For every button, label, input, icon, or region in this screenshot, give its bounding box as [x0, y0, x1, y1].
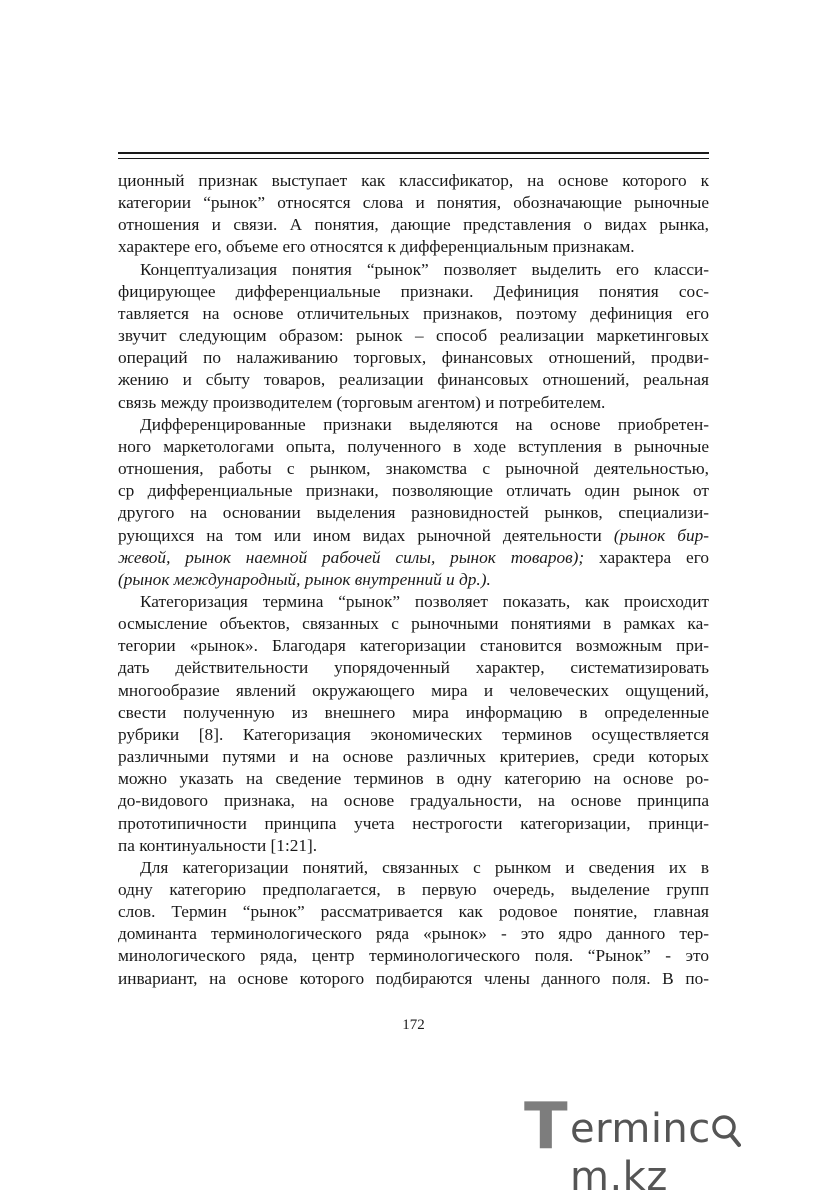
text-line: звучит следующим образом: рынок – способ реализации маркетинговых — [118, 326, 709, 346]
paragraph-3 — [118, 414, 709, 591]
page-number: 172 — [402, 1017, 425, 1033]
text-line: связь между производителем (торговым агентом) и потребителем. — [118, 392, 606, 412]
logo-letter-t: T — [524, 1090, 568, 1164]
text-line: тегории «рынок». Благодаря категоризации становится возможным при- — [118, 636, 709, 656]
text-line: прототипичности принципа учета нестрогости категоризации, принци- — [118, 813, 709, 833]
italic-segment: (рынок международный, рынок внутренний и др.). — [118, 569, 491, 589]
italic-segment: (рынок бир- — [613, 525, 709, 545]
text-line: рубрики [8]. Категоризация экономических терминов осуществляется — [118, 724, 709, 744]
text-segment: рующихся на том или ином видах рыночной деятельности — [118, 525, 602, 545]
body-text — [118, 170, 709, 990]
text-line: Концептуализация понятия “рынок” позволяет выделить его класси- — [140, 259, 709, 279]
paragraph-2 — [118, 259, 709, 414]
text-line: характере его, объеме его относятся к дифференциальным признакам. — [118, 237, 635, 257]
text-line: Для категоризации понятий, связанных с рынком и сведения их в — [140, 857, 709, 877]
text-segment: характера его — [599, 547, 709, 567]
logo-text — [570, 1105, 814, 1201]
text-line: тавляется на основе отличительных признаков, поэтому дефиниция его — [118, 303, 709, 323]
logo-text-part: erminc — [570, 1106, 711, 1152]
text-line: ср дифференциальные признаки, позволяющие отличать один рынок от — [118, 481, 709, 501]
text-line: Дифференцированные признаки выделяются на основе приобретен- — [140, 414, 709, 434]
text-line: дать действительности упорядоченный характер, систематизировать — [118, 658, 709, 678]
text-line: многообразие явлений окружающего мира и человеческих ощущений, — [118, 680, 709, 700]
text-line: фицирующее дифференциальные признаки. Дефиниция понятия сос- — [118, 281, 709, 301]
text-line: доминанта терминологического ряда «рынок» - это ядро данного тер- — [118, 924, 709, 944]
text-line: одну категорию предполагается, в первую очередь, выделение групп — [118, 880, 709, 899]
text-line: другого на основании выделения разновидностей рынков, специализи- — [118, 503, 709, 523]
paragraph-4 — [118, 591, 709, 857]
text-line: различными путями и на основе различных критериев, среди которых — [118, 747, 709, 767]
header-rule-thick — [118, 152, 709, 154]
magnifier-icon — [711, 1114, 741, 1148]
text-line — [118, 569, 709, 591]
logo-text-part: m.kz — [570, 1154, 668, 1200]
text-line: свести полученную из внешнего мира информацию в определенные — [118, 702, 709, 722]
text-line: ционный признак выступает как классификатор, на основе которого к — [118, 171, 709, 190]
text-line: ного маркетологами опыта, полученного в ходе вступления в рыночные — [118, 436, 709, 456]
watermark-logo — [524, 1090, 814, 1200]
text-line-mixed — [118, 525, 709, 547]
text-line: слов. Термин “рынок” рассматривается как родовое понятие, главная — [118, 902, 709, 922]
text-line: Категоризация термина “рынок” позволяет показать, как происходит — [140, 591, 709, 611]
text-line: отношения и связи. А понятия, дающие представления о видах рынка, — [118, 215, 709, 235]
text-line: инвариант, на основе которого подбираются члены данного поля. В по- — [118, 968, 709, 988]
text-line: осмысление объектов, связанных с рыночными понятиями в рамках ка- — [118, 614, 709, 634]
italic-segment: жевой, рынок наемной рабочей силы, рынок товаров); — [118, 547, 585, 567]
paragraph-1 — [118, 170, 709, 259]
text-line-mixed — [118, 547, 709, 569]
text-line: отношения, работы с рынком, знакомства с рыночной деятельностью, — [118, 459, 709, 479]
text-line: операций по налаживанию торговых, финансовых отношений, продви- — [118, 348, 709, 368]
text-line: до-видового признака, на основе градуальности, на основе принципа — [118, 791, 709, 811]
text-line: жению и сбыту товаров, реализации финансовых отношений, реальная — [118, 370, 709, 390]
text-line: минологического ряда, центр терминологического поля. “Рынок” - это — [118, 946, 709, 966]
text-line: можно указать на сведение терминов в одну категорию на основе ро- — [118, 769, 709, 789]
paragraph-5 — [118, 857, 709, 990]
text-line: категории “рынок” относятся слова и понятия, обозначающие рыночные — [118, 193, 709, 213]
header-rule-thin — [118, 158, 709, 159]
text-line: па континуальности [1:21]. — [118, 835, 318, 855]
